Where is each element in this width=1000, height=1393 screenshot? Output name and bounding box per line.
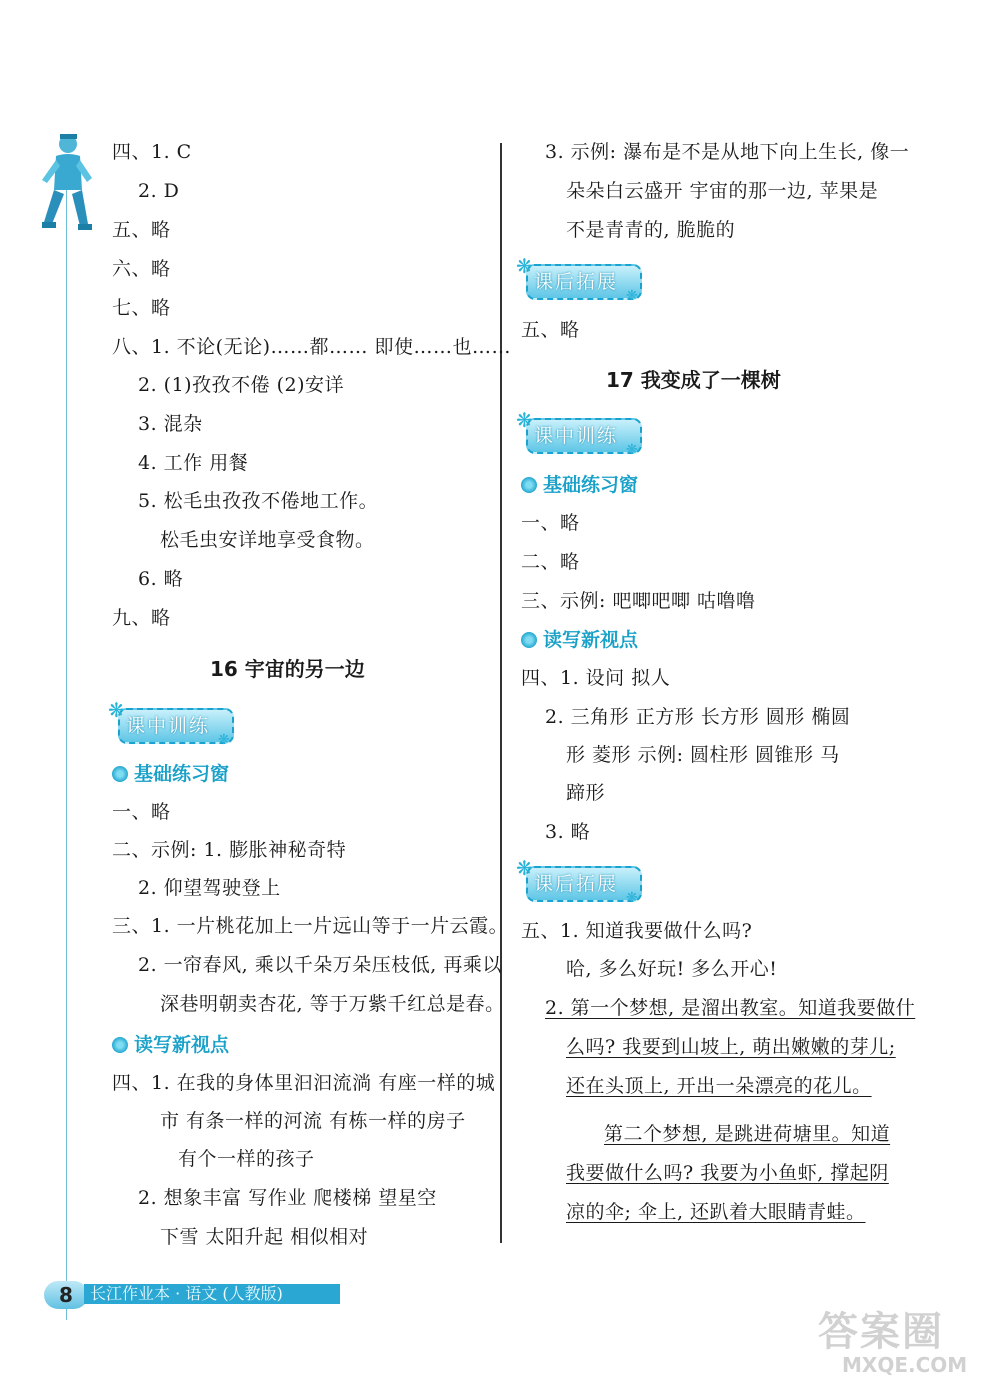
- lesson-title: 17 我变成了一棵树: [606, 368, 781, 392]
- watermark-line2: MXQE.COM: [842, 1353, 968, 1377]
- answer-line: 朵朵白云盛开 宇宙的那一边, 苹果是: [566, 180, 879, 202]
- answer-line: 4. 工作 用餐: [138, 452, 249, 474]
- answer-line: 五、1. 知道我要做什么吗?: [521, 920, 753, 942]
- answer-line: 下雪 太阳升起 相似相对: [160, 1226, 369, 1248]
- answer-line: 四、1. 设问 拟人: [521, 667, 671, 689]
- answer-line: 有个一样的孩子: [178, 1148, 315, 1170]
- answer-line: 我要做什么吗? 我要为小鱼虾, 撑起阴: [566, 1162, 889, 1184]
- section-badge: ❋ ❋ 课中训练: [516, 410, 644, 454]
- answer-line: 凉的伞; 伞上, 还趴着大眼睛青蛙。: [566, 1201, 866, 1223]
- answer-line: 三、1. 一片桃花加上一片远山等于一片云霞。: [112, 915, 509, 937]
- column-divider: [500, 143, 502, 1243]
- answer-line: 还在头顶上, 开出一朵漂亮的花儿。: [566, 1075, 872, 1097]
- answer-line: 三、示例: 吧唧吧唧 咕噜噜: [521, 590, 756, 612]
- flower-icon: ❋: [516, 254, 533, 278]
- answer-line: 2. 想象丰富 写作业 爬楼梯 望星空: [138, 1187, 437, 1209]
- answer-line: 6. 略: [138, 568, 184, 590]
- answer-line: 么吗? 我要到山坡上, 萌出嫩嫩的芽儿;: [566, 1036, 896, 1058]
- lesson-title: 16 宇宙的另一边: [210, 657, 365, 681]
- bullet-icon: [112, 766, 128, 782]
- watermark-line1: 答案圈: [818, 1309, 944, 1355]
- answer-line: 八、1. 不论(无论)……都…… 即使……也……: [112, 336, 512, 358]
- subsection-heading: 读写新视点: [521, 628, 638, 652]
- answer-line: 五、略: [112, 219, 171, 241]
- flower-icon: ❋: [218, 732, 230, 748]
- answer-line: 3. 示例: 瀑布是不是从地下向上生长, 像一: [545, 141, 910, 163]
- answer-line: 3. 混杂: [138, 413, 203, 435]
- flower-icon: ❋: [516, 408, 533, 432]
- page-number: 8: [44, 1281, 88, 1309]
- answer-line: 五、略: [521, 319, 580, 341]
- watermark: [818, 1310, 978, 1380]
- answer-line: 2. (1)孜孜不倦 (2)安详: [138, 374, 345, 396]
- answer-line: 3. 略: [545, 821, 591, 843]
- page-footer: [44, 1281, 344, 1307]
- answer-line: 七、略: [112, 297, 171, 319]
- section-badge: ❋ ❋ 课中训练: [108, 700, 236, 744]
- answer-line: 一、略: [521, 512, 580, 534]
- boy-illustration-icon: [38, 130, 96, 240]
- answer-line: 松毛虫安详地享受食物。: [160, 529, 375, 551]
- section-badge: ❋ ❋ 课后拓展: [516, 858, 644, 902]
- flower-icon: ❋: [626, 288, 638, 304]
- answer-line: 不是青青的, 脆脆的: [566, 219, 736, 241]
- margin-line: [66, 190, 67, 1320]
- answer-line: 深巷明朝卖杏花, 等于万紫千红总是春。: [160, 993, 505, 1015]
- bullet-icon: [521, 477, 537, 493]
- bullet-icon: [521, 632, 537, 648]
- subsection-heading: 基础练习窗: [521, 473, 638, 497]
- bullet-icon: [112, 1037, 128, 1053]
- answer-line: 蹄形: [566, 782, 606, 804]
- subsection-heading: 基础练习窗: [112, 762, 229, 786]
- answer-line: 第二个梦想, 是跳进荷塘里。知道: [604, 1123, 891, 1145]
- answer-line: 市 有条一样的河流 有栋一样的房子: [160, 1110, 466, 1132]
- answer-line: 哈, 多么好玩! 多么开心!: [566, 958, 778, 980]
- answer-line: 四、1. 在我的身体里汩汩流淌 有座一样的城: [112, 1072, 496, 1094]
- answer-line: 形 菱形 示例: 圆柱形 圆锥形 马: [566, 744, 840, 766]
- answer-line: 2. 第一个梦想, 是溜出教室。知道我要做什: [545, 997, 916, 1019]
- answer-line: 二、略: [521, 551, 580, 573]
- answer-line: 四、1. C: [112, 141, 192, 163]
- answer-line: 二、示例: 1. 膨胀神秘奇特: [112, 839, 347, 861]
- flower-icon: ❋: [626, 442, 638, 458]
- subsection-heading: 读写新视点: [112, 1033, 229, 1057]
- section-badge: ❋ ❋ 课后拓展: [516, 256, 644, 300]
- answer-line: 2. 一帘春风, 乘以千朵万朵压枝低, 再乘以: [138, 954, 502, 976]
- answer-line: 2. D: [138, 180, 180, 202]
- answer-line: 九、略: [112, 607, 171, 629]
- flower-icon: ❋: [108, 698, 125, 722]
- answer-line: 2. 仰望驾驶登上: [138, 877, 281, 899]
- flower-icon: ❋: [516, 856, 533, 880]
- flower-icon: ❋: [626, 890, 638, 906]
- answer-line: 六、略: [112, 258, 171, 280]
- answer-line: 一、略: [112, 801, 171, 823]
- answer-line: 5. 松毛虫孜孜不倦地工作。: [138, 490, 379, 512]
- book-title: 长江作业本 · 语文 (人教版): [84, 1284, 340, 1304]
- answer-line: 2. 三角形 正方形 长方形 圆形 椭圆: [545, 706, 851, 728]
